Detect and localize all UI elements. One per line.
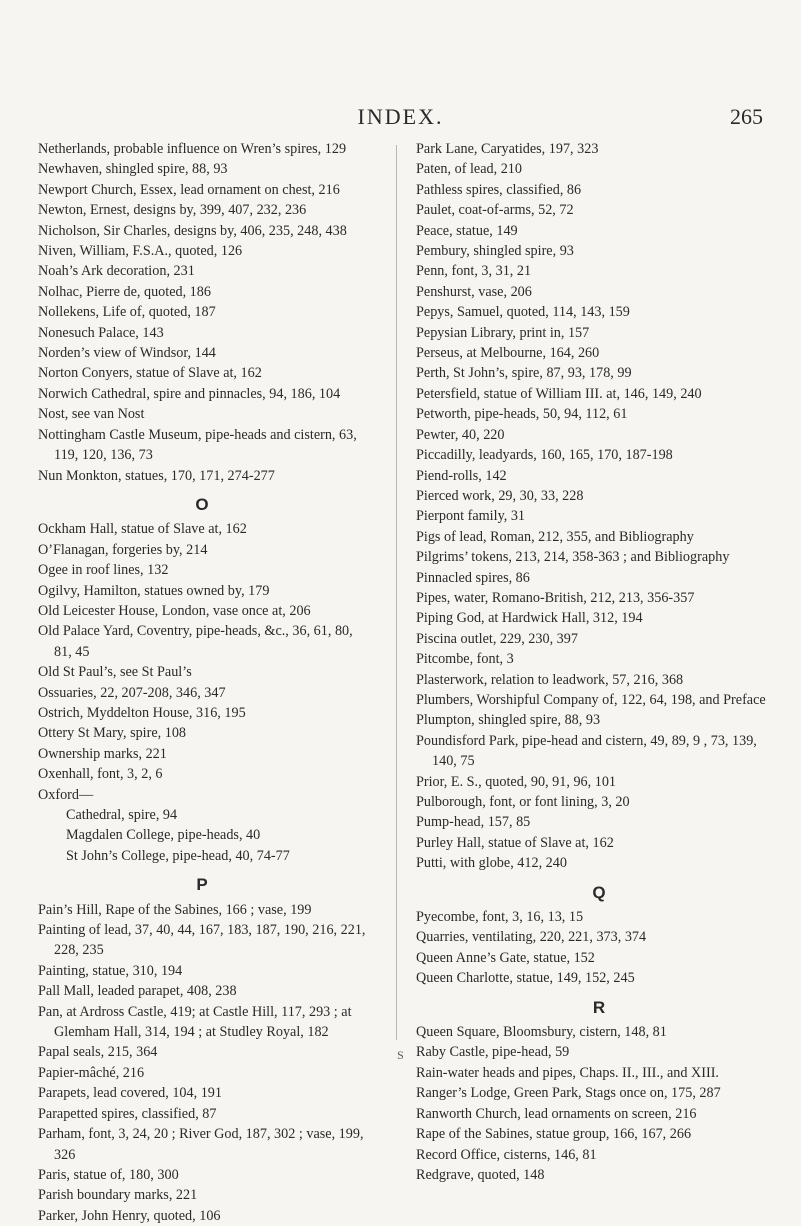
- index-entry: Penshurst, vase, 206: [416, 283, 532, 300]
- index-entry: Newhaven, shingled spire, 88, 93: [38, 161, 228, 178]
- index-entry: Petersfield, statue of William III. at, 146, 149, 240: [416, 385, 702, 402]
- index-entry: Parapetted spires, classified, 87: [38, 1105, 217, 1122]
- index-entry: Pinnacled spires, 86: [416, 569, 530, 586]
- index-entry: Ockham Hall, statue of Slave at, 162: [38, 521, 247, 538]
- index-entry: Parapets, lead covered, 104, 191: [38, 1085, 222, 1102]
- index-subentry: Magdalen College, pipe-heads, 40: [66, 827, 261, 844]
- index-entry: Papier-mâché, 216: [38, 1064, 145, 1081]
- index-entry: Pilgrims’ tokens, 213, 214, 358-363 ; and Bibliography: [416, 549, 730, 566]
- section-letter-p: P: [196, 875, 208, 895]
- index-entry: Plumpton, shingled spire, 88, 93: [416, 712, 601, 729]
- index-entry: Piccadilly, leadyards, 160, 165, 170, 187-198: [416, 447, 673, 464]
- index-entry: Newport Church, Essex, lead ornament on chest, 216: [38, 181, 340, 198]
- index-entry: Norden’s view of Windsor, 144: [38, 345, 216, 362]
- index-entry: Paulet, coat-of-arms, 52, 72: [416, 202, 574, 219]
- section-letter-o: O: [195, 494, 209, 514]
- index-entry: Ogilvy, Hamilton, statues owned by, 179: [38, 582, 270, 599]
- index-entry: Pepys, Samuel, quoted, 114, 143, 159: [416, 304, 630, 321]
- index-entry: Niven, William, F.S.A., quoted, 126: [38, 243, 243, 260]
- index-entry: Netherlands, probable influence on Wren’s spires, 129: [38, 141, 347, 157]
- index-entry: Paten, of lead, 210: [416, 161, 522, 178]
- index-entry: Park Lane, Caryatides, 197, 323: [416, 141, 599, 157]
- section-letter-r: R: [592, 997, 606, 1017]
- index-entry: Pitcombe, font, 3: [416, 651, 514, 668]
- index-entry: Pigs of lead, Roman, 212, 355, and Bibliography: [416, 528, 694, 545]
- index-entry: Noah’s Ark decoration, 231: [38, 263, 195, 280]
- index-entry: Penn, font, 3, 31, 21: [416, 263, 532, 280]
- index-entry: Queen Anne’s Gate, statue, 152: [416, 949, 595, 966]
- index-entry: Rain-water heads and pipes, Chaps. II., III., and XIII.: [416, 1064, 719, 1081]
- index-entry: Piscina outlet, 229, 230, 397: [416, 630, 578, 647]
- index-entry: Pembury, shingled spire, 93: [416, 243, 574, 260]
- index-entry: Nottingham Castle Museum, pipe-heads and cistern, 63, 119, 120, 136, 73: [38, 426, 357, 464]
- index-entry: Pyecombe, font, 3, 16, 13, 15: [416, 909, 584, 926]
- page-number: 265: [730, 104, 763, 129]
- index-entry: Pepysian Library, print in, 157: [416, 324, 590, 341]
- index-entry: Ownership marks, 221: [38, 745, 167, 762]
- index-subentry: Cathedral, spire, 94: [66, 807, 178, 823]
- index-entry: Perth, St John’s, spire, 87, 93, 178, 99: [416, 365, 632, 382]
- index-entry: Piping God, at Hardwick Hall, 312, 194: [416, 610, 643, 627]
- index-entry: Ottery St Mary, spire, 108: [38, 725, 187, 742]
- index-entry: Old Palace Yard, Coventry, pipe-heads, &c., 36, 61, 80, 81, 45: [38, 623, 353, 660]
- index-entry: Pall Mall, leaded parapet, 408, 238: [38, 983, 237, 1000]
- index-subentry: St John’s College, pipe-head, 40, 74-77: [66, 847, 290, 864]
- index-entry: Papal seals, 215, 364: [38, 1044, 158, 1061]
- index-entry: Putti, with globe, 412, 240: [416, 855, 567, 872]
- index-entry: Piend-rolls, 142: [416, 467, 507, 484]
- index-entry: Raby Castle, pipe-head, 59: [416, 1044, 570, 1061]
- index-entry: Record Office, cisterns, 146, 81: [416, 1146, 597, 1163]
- index-entry: Peace, statue, 149: [416, 222, 518, 239]
- index-entry: Rape of the Sabines, statue group, 166, 167, 266: [416, 1126, 692, 1143]
- index-entry: Painting, statue, 310, 194: [38, 962, 183, 979]
- index-entry: Parker, John Henry, quoted, 106: [38, 1207, 221, 1224]
- index-entry: Parish boundary marks, 221: [38, 1187, 198, 1204]
- index-entry: Pan, at Ardross Castle, 419; at Castle Hill, 117, 293 ; at Glemham Hall, 314, 194 ; at Studley Royal, 182: [38, 1003, 352, 1041]
- index-entry: Pipes, water, Romano-British, 212, 213, 356-357: [416, 589, 695, 606]
- index-entry: Perseus, at Melbourne, 164, 260: [416, 345, 600, 362]
- index-entry: Pewter, 40, 220: [416, 426, 505, 443]
- column-divider: [396, 145, 397, 1040]
- index-entry: Quarries, ventilating, 220, 221, 373, 374: [416, 929, 647, 946]
- index-entry: Poundisford Park, pipe-head and cistern, 49, 89, 9 , 73, 139, 140, 75: [416, 732, 757, 770]
- index-entry: Parham, font, 3, 24, 20 ; River God, 187, 302 ; vase, 199, 326: [38, 1126, 364, 1163]
- index-entry: Nolhac, Pierre de, quoted, 186: [38, 283, 211, 300]
- index-entry: Queen Charlotte, statue, 149, 152, 245: [416, 970, 635, 987]
- index-entry: Petworth, pipe-heads, 50, 94, 112, 61: [416, 406, 628, 423]
- index-entry: Pain’s Hill, Rape of the Sabines, 166 ; vase, 199: [38, 901, 312, 918]
- index-entry: Redgrave, quoted, 148: [416, 1166, 545, 1183]
- index-entry: Oxenhall, font, 3, 2, 6: [38, 766, 163, 783]
- index-entry: Nicholson, Sir Charles, designs by, 406, 235, 248, 438: [38, 222, 347, 239]
- index-entry: Queen Square, Bloomsbury, cistern, 148, 81: [416, 1024, 667, 1041]
- index-entry: Nollekens, Life of, quoted, 187: [38, 304, 216, 321]
- index-entry: Prior, E. S., quoted, 90, 91, 96, 101: [416, 773, 617, 790]
- index-entry: Ranworth Church, lead ornaments on screen, 216: [416, 1105, 697, 1122]
- right-column: [416, 139, 782, 1185]
- index-entry: Norton Conyers, statue of Slave at, 162: [38, 365, 262, 382]
- index-entry: Pathless spires, classified, 86: [416, 181, 582, 198]
- index-entry: Newton, Ernest, designs by, 399, 407, 232, 236: [38, 202, 307, 219]
- index-entry: Pierpont family, 31: [416, 508, 526, 525]
- signature-mark: S: [397, 1048, 404, 1062]
- index-entry: Painting of lead, 37, 40, 44, 167, 183, 187, 190, 216, 221, 228, 235: [38, 922, 366, 959]
- index-entry: Paris, statue of, 180, 300: [38, 1166, 179, 1183]
- section-letter-q: Q: [592, 882, 606, 902]
- index-entry: Ranger’s Lodge, Green Park, Stags once on, 175, 287: [416, 1085, 721, 1102]
- index-entry: Plasterwork, relation to leadwork, 57, 216, 368: [416, 671, 684, 688]
- index-entry: Norwich Cathedral, spire and pinnacles, 94, 186, 104: [38, 385, 341, 402]
- index-entry: Ostrich, Myddelton House, 316, 195: [38, 704, 246, 721]
- index-entry: Old St Paul’s, see St Paul’s: [38, 664, 192, 681]
- index-entry: Pulborough, font, or font lining, 3, 20: [416, 794, 630, 810]
- index-entry: Old Leicester House, London, vase once at, 206: [38, 602, 311, 619]
- index-entry: Pierced work, 29, 30, 33, 228: [416, 487, 584, 504]
- index-entry: Oxford—: [38, 786, 94, 803]
- running-title: INDEX.: [357, 104, 444, 129]
- index-entry: O’Flanagan, forgeries by, 214: [38, 541, 208, 558]
- index-entry: Plumbers, Worshipful Company of, 122, 64, 198, and Preface: [416, 691, 766, 708]
- index-entry: Ossuaries, 22, 207-208, 346, 347: [38, 684, 226, 701]
- index-entry: Pump-head, 157, 85: [416, 814, 531, 831]
- index-entry: Nun Monkton, statues, 170, 171, 274-277: [38, 467, 275, 484]
- index-entry: Ogee in roof lines, 132: [38, 562, 169, 579]
- index-entry: Nonesuch Palace, 143: [38, 324, 164, 341]
- index-entry: Purley Hall, statue of Slave at, 162: [416, 834, 614, 851]
- index-entry: Nost, see van Nost: [38, 406, 145, 423]
